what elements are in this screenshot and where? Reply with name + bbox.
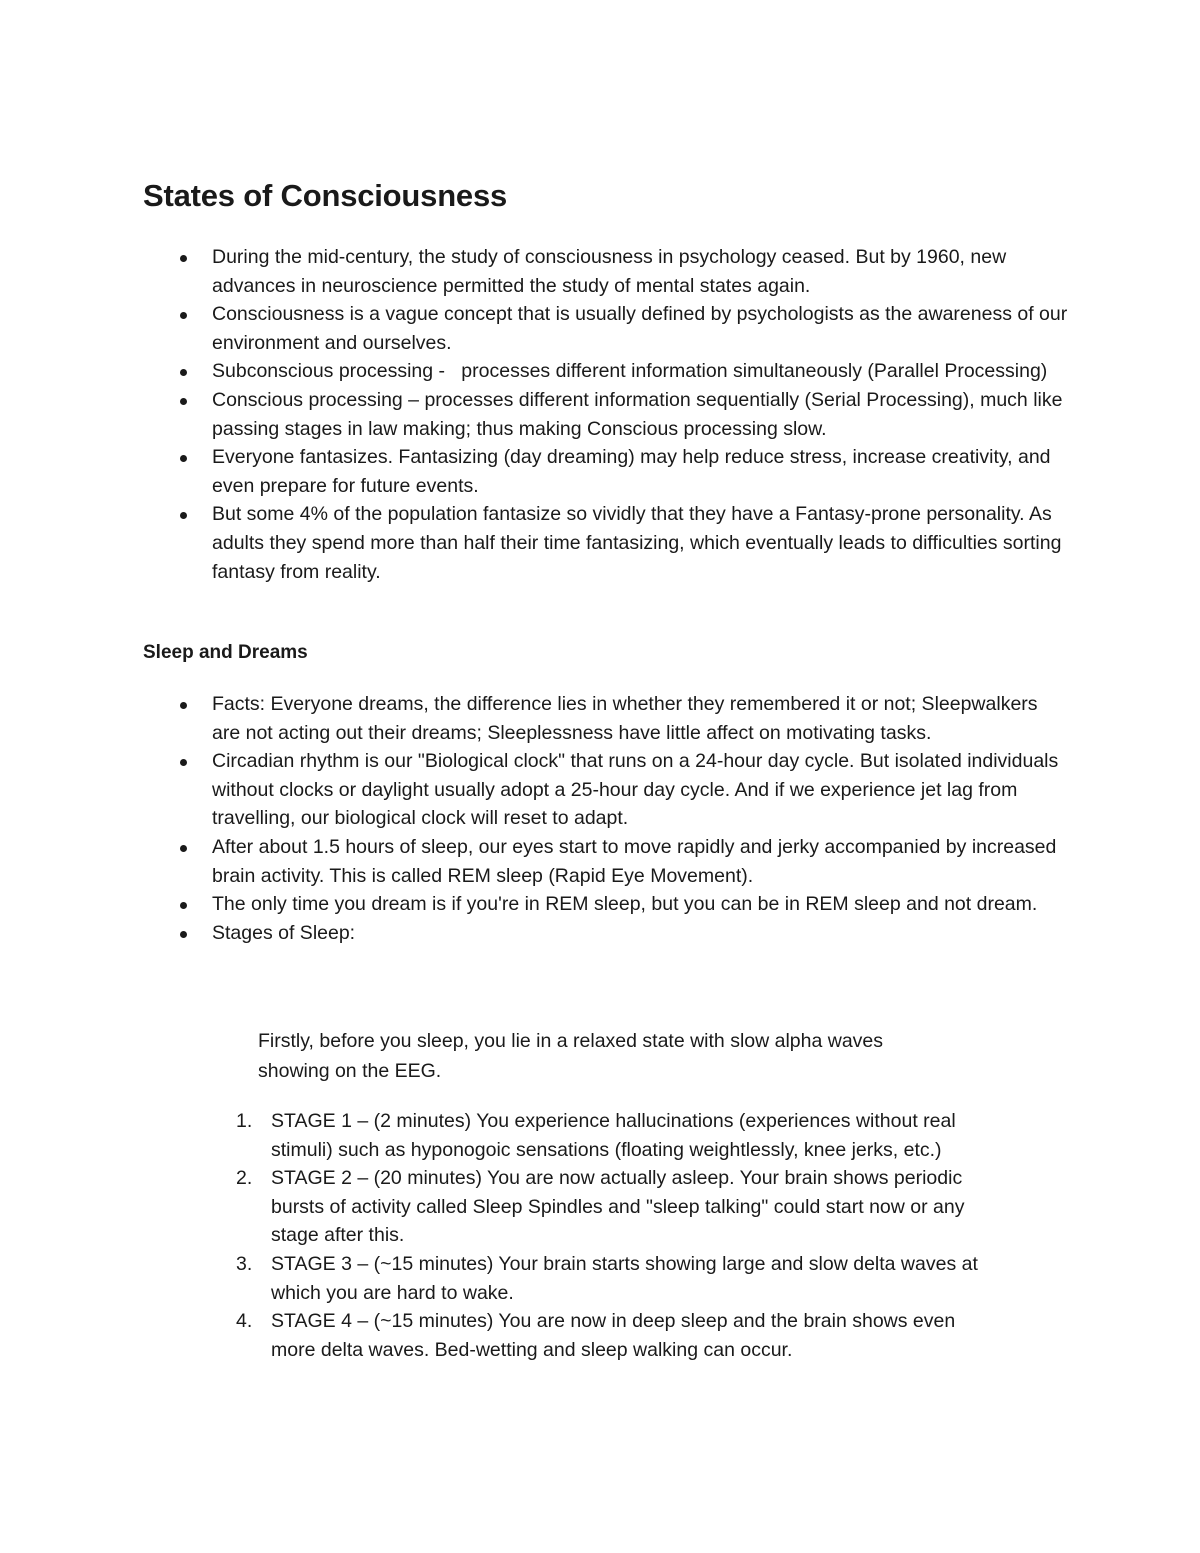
list-item: [0, 443, 1200, 500]
bullet-icon: [180, 902, 187, 909]
bullet-icon: [180, 312, 187, 319]
list-item-text: Consciousness is a vague concept that is usually defined by psychologists as the awareness of our environment and ourselves.: [212, 303, 1068, 354]
bullet-icon: [180, 702, 187, 709]
list-item-text: But some 4% of the population fantasize so vividly that they have a Fantasy-prone personality. As adults they spend more than half their time fantasizing, which eventually leads to difficulties sorting fantasy from reality.: [212, 503, 1062, 583]
list-item: [0, 1250, 1200, 1307]
list-item-text: Facts: Everyone dreams, the difference lies in whether they remembered it or not; Sleepwalkers are not acting out their dreams; Sleeplessness have little affect on motivating tasks.: [212, 693, 1038, 744]
list-item: [0, 833, 1200, 890]
stages-intro-paragraph: Firstly, before you sleep, you lie in a relaxed state with slow alpha waves showing on the EEG.: [258, 1030, 884, 1082]
list-item-text: Conscious processing – processes different information sequentially (Serial Processing), much like passing stages in law making; thus making Conscious processing slow.: [212, 388, 1063, 440]
list-item: [0, 890, 1200, 919]
list-item-text: STAGE 3 – (~15 minutes) Your brain starts showing large and slow delta waves at which you are hard to wake.: [271, 1252, 978, 1304]
bullet-icon: [180, 455, 187, 462]
list-item-text: Everyone fantasizes. Fantasizing (day dreaming) may help reduce stress, increase creativity, and even prepare for future events.: [212, 446, 1051, 497]
list-item-text: STAGE 1 – (2 minutes) You experience hallucinations (experiences without real stimuli) such as hyponogoic sensations (floating weightlessly, knee jerks, etc.): [271, 1110, 956, 1161]
list-item: [0, 357, 1200, 386]
list-item-text: Stages of Sleep:: [212, 921, 356, 944]
list-number: 3.: [236, 1252, 253, 1275]
list-item: [0, 1307, 1200, 1364]
list-item: [0, 243, 1200, 300]
bullet-icon: [180, 931, 187, 938]
bullet-icon: [180, 512, 187, 519]
list-item-text: STAGE 4 – (~15 minutes) You are now in deep sleep and the brain shows even more delta waves. Bed-wetting and sleep walking can occur.: [271, 1310, 956, 1361]
bullet-icon: [180, 398, 187, 405]
list-item: [0, 386, 1200, 443]
bullet-icon: [180, 255, 187, 262]
sleep-stages-list: [0, 1107, 1200, 1364]
sleep-bullet-list: [0, 690, 1200, 947]
list-item-text: After about 1.5 hours of sleep, our eyes start to move rapidly and jerky accompanied by increased brain activity. This is called REM sleep (Rapid Eye Movement).: [212, 835, 1057, 887]
list-item: [0, 300, 1200, 357]
list-number: 4.: [236, 1310, 253, 1333]
list-item-text: The only time you dream is if you're in REM sleep, but you can be in REM sleep and not dream.: [212, 893, 1038, 916]
consciousness-bullet-list: [0, 243, 1200, 586]
list-item: [0, 1164, 1200, 1250]
list-number: 2.: [236, 1167, 253, 1190]
list-item-text: Circadian rhythm is our "Biological clock" that runs on a 24-hour day cycle. But isolated individuals without clocks or daylight usually adopt a 25-hour day cycle. And if we experience jet lag from travelling, our biological clock will reset to adapt.: [212, 750, 1059, 830]
list-item: [0, 690, 1200, 747]
bullet-icon: [180, 369, 187, 376]
bullet-icon: [180, 759, 187, 766]
list-item-text: During the mid-century, the study of consciousness in psychology ceased. But by 1960, new advances in neuroscience permitted the study of mental states again.: [212, 246, 1007, 297]
list-number: 1.: [236, 1110, 253, 1132]
list-item-text: Subconscious processing - processes different information simultaneously (Parallel Processing): [212, 360, 1048, 383]
document-title: States of Consciousness: [143, 178, 508, 213]
section-heading-sleep: Sleep and Dreams: [143, 642, 308, 663]
list-item: [0, 919, 1200, 948]
list-item: [0, 747, 1200, 833]
list-item: [0, 500, 1200, 586]
bullet-icon: [180, 845, 187, 852]
list-item: [0, 1107, 1200, 1164]
list-item-text: STAGE 2 – (20 minutes) You are now actually asleep. Your brain shows periodic bursts of activity called Sleep Spindles and "sleep talking" could start now or any stage after this.: [271, 1167, 965, 1247]
